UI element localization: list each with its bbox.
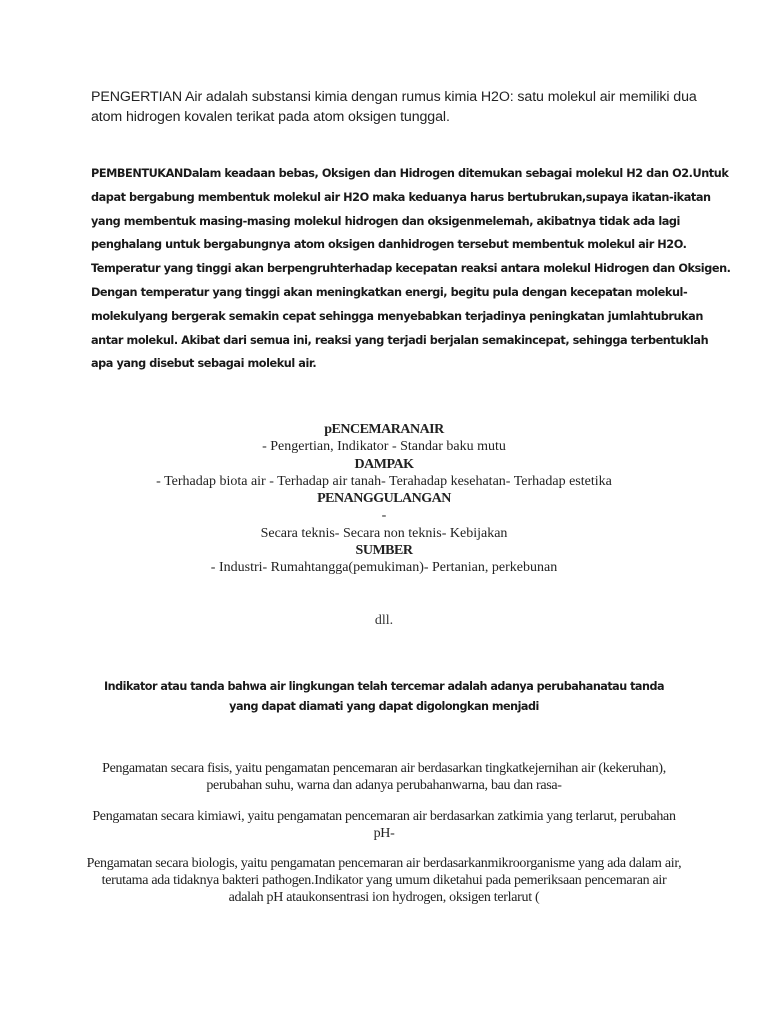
outline-line: - (381, 508, 387, 524)
heading-penanggulangan: PENANGGULANGAN (317, 491, 451, 507)
outline-footer: dll. (374, 613, 394, 628)
outline-line: Secara teknis- Secara non teknis- Kebijakan (260, 525, 508, 541)
heading-pencemaran-air: pENCEMARANAIR (324, 422, 444, 437)
paragraph-pengertian: PENGERTIAN Air adalah substansi kimia dengan rumus kimia H2O: satu molekul air memiliki dua atom hidrogen kovalen terikat pada atom oksigen tunggal. (91, 89, 697, 125)
paragraph-indikator: Indikator atau tanda bahwa air lingkungan telah tercemar adalah adanya perubahanatau tanda yang dapat diamati yang dapat digolongkan menjadi (103, 680, 665, 713)
outline-line: - Industri- Rumahtangga(pemukiman)- Pertanian, perkebunan (210, 560, 558, 576)
heading-dampak: DAMPAK (354, 456, 414, 472)
outline-line: - Terhadap biota air - Terhadap air tanah- Terahadap kesehatan- Terhadap estetika (156, 473, 612, 489)
paragraph-pembentukan: PEMBENTUKANDalam keadaan bebas, Oksigen dan Hidrogen ditemukan sebagai molekul H2 dan O2.Untuk dapat bergabung membentuk molekul air H2O maka keduanya harus bertubrukan,supaya ikatan-ikatan yang membentuk masing-masing molekul hidrogen dan oksigenmelemah, akibatnya tidak ada lagi penghalang untuk bergabungnya atom oksigen danhidrogen tersebut membentuk molekul air H2O. Temperatur yang tinggi akan berpengruhterhadap kecepatan reaksi antara molekul Hidrogen dan Oksigen. Dengan temperatur yang tinggi akan meningkatkan energi, begitu pula dengan kecepatan molekul-molekulyang bergerak semakin cepat sehingga menyebabkan terjadinya peningkatan jumlahtubrukan antar molekul. Akibat dari semua ini, reaksi yang terjadi berjalan semakincepat, sehingga terbentuklah apa yang disebut sebagai molekul air. (91, 167, 731, 371)
paragraph-pengamatan-biologis: Pengamatan secara biologis, yaitu pengamatan pencemaran air berdasarkanmikroorganisme yang ada dalam air, terutama ada tidaknya bakteri pathogen.Indikator yang umum diketahui pada pemeriksaan pencemaran air adalah pH ataukonsentrasi ion hydrogen, oksigen terlarut ( (86, 856, 682, 905)
heading-sumber: SUMBER (355, 543, 413, 559)
pencemaran-outline (0, 421, 768, 577)
paragraph-pengamatan-fisis: Pengamatan secara fisis, yaitu pengamatan pencemaran air berdasarkan tingkatkejernihan air (kekeruhan), perubahan suhu, warna dan adanya perubahanwarna, bau dan rasa- (102, 761, 666, 793)
paragraph-pengamatan-kimiawi: Pengamatan secara kimiawi, yaitu pengamatan pencemaran air berdasarkan zatkimia yang terlarut, perubahan pH- (92, 809, 676, 841)
outline-line: - Pengertian, Indikator - Standar baku mutu (262, 439, 506, 455)
